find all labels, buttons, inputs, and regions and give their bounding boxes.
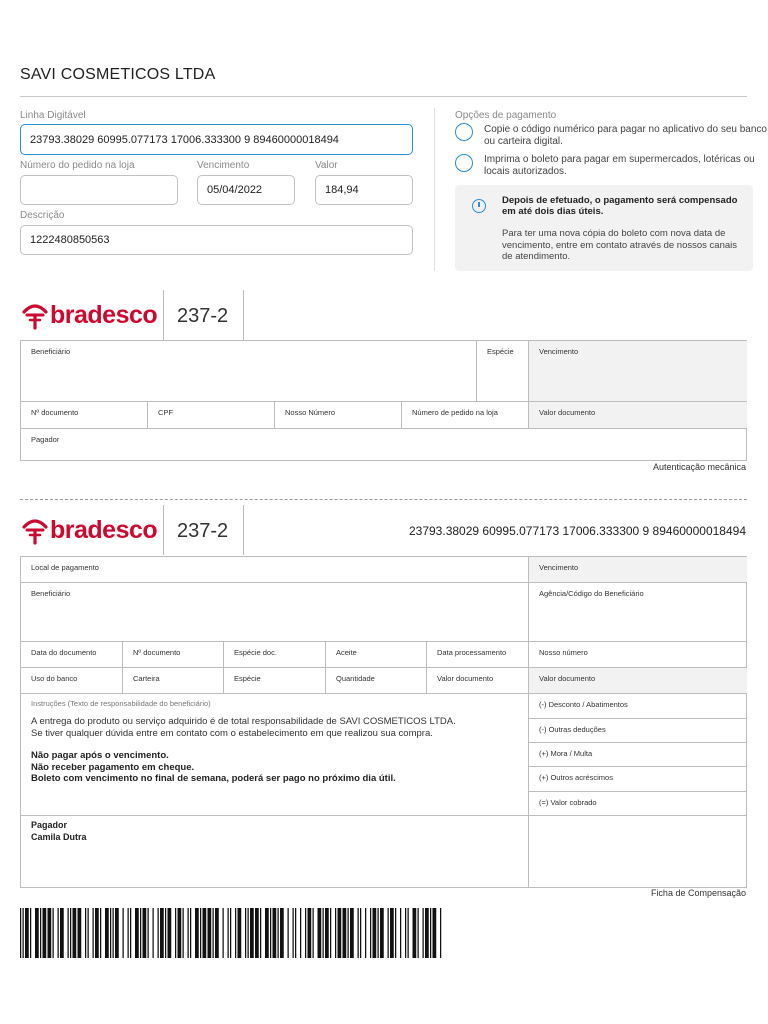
barcode-bar <box>338 908 342 958</box>
barcode-bar <box>148 908 149 958</box>
valor-field[interactable]: 184,94 <box>315 175 413 205</box>
barcode-bar <box>88 908 89 958</box>
bank-separator <box>163 505 164 555</box>
barcode-bar <box>238 908 242 958</box>
cell-especie-doc <box>224 642 326 668</box>
barcode-bar <box>280 908 284 958</box>
option-copy-line2: ou carteira digital. <box>484 136 563 147</box>
barcode-bar <box>325 908 329 958</box>
cell-nosso-numero <box>275 402 402 429</box>
radio-copy-code[interactable] <box>455 123 473 141</box>
barcode-bar <box>235 908 236 958</box>
barcode-bar <box>433 908 437 958</box>
label-n-documento: Nº documento <box>133 648 181 657</box>
barcode-bar <box>440 908 441 958</box>
recibo-table <box>20 340 747 461</box>
label-nosso-numero: Nosso número <box>539 648 588 657</box>
barcode-bar <box>380 908 384 958</box>
barcode-bar <box>70 908 71 958</box>
info-text-line2: vencimento, entre em contato através de nossos canais <box>502 239 737 251</box>
bradesco-tree-icon <box>20 300 50 330</box>
barcode-bar <box>313 908 314 958</box>
barcode-bar <box>160 908 164 958</box>
barcode-bar <box>373 908 377 958</box>
linha-digitavel-label: Linha Digitável <box>20 110 86 121</box>
company-name: SAVI COSMETICOS LTDA <box>20 66 216 83</box>
barcode-bar <box>153 908 154 958</box>
barcode-bar <box>365 908 366 958</box>
barcode-bar <box>183 908 184 958</box>
barcode-bar <box>25 908 29 958</box>
barcode-bar <box>265 908 269 958</box>
cell-mora-multa <box>529 743 747 767</box>
cell-beneficiario <box>21 583 529 642</box>
barcode-bar <box>30 908 31 958</box>
barcode-bar <box>48 908 52 958</box>
barcode-bar <box>190 908 191 958</box>
barcode-bar <box>165 908 166 958</box>
label-pagador: Pagador <box>31 435 60 444</box>
barcode-bar <box>305 908 306 958</box>
barcode-bar <box>78 908 82 958</box>
instrucoes-text <box>31 716 456 785</box>
barcode-bar <box>215 908 219 958</box>
label-numero-pedido: Número de pedido na loja <box>412 408 498 417</box>
bank-logo-ficha <box>20 515 157 545</box>
barcode-bar <box>200 908 201 958</box>
label-carteira: Carteira <box>133 674 160 683</box>
label-beneficiario: Beneficiário <box>31 589 71 598</box>
cell-quantidade <box>326 668 427 694</box>
cell-especie <box>224 668 326 694</box>
label-quantidade: Quantidade <box>336 674 375 683</box>
bank-separator <box>243 290 244 340</box>
cell-aceite <box>326 642 427 668</box>
label-desconto: (-) Desconto / Abatimentos <box>539 700 628 709</box>
barcode-bar <box>413 908 417 958</box>
pedido-label: Número do pedido na loja <box>20 160 135 171</box>
cell-data-documento <box>21 642 123 668</box>
label-local-pagamento: Local de pagamento <box>31 563 99 572</box>
barcode-bar <box>323 908 324 958</box>
barcode-bar <box>228 908 229 958</box>
label-valor-cobrado: (=) Valor cobrado <box>539 798 597 807</box>
barcode-bar <box>93 908 94 958</box>
label-especie: Espécie <box>234 674 261 683</box>
barcode-bar <box>223 908 224 958</box>
instr-line: A entrega do produto ou serviço adquirido é de total responsabilidade de SAVI COSMETICOS LTDA. <box>31 716 456 727</box>
barcode-bar <box>43 908 47 958</box>
barcode-bar <box>278 908 279 958</box>
label-valor-documento: Valor documento <box>539 408 596 417</box>
option-print-text <box>484 154 755 178</box>
barcode-bar <box>348 908 349 958</box>
barcode-bar <box>425 908 429 958</box>
cell-pagador-right <box>529 816 747 887</box>
cell-especie <box>477 341 529 402</box>
pedido-field[interactable] <box>20 175 178 205</box>
bank-logo <box>20 300 157 330</box>
info-text-line1: Para ter uma nova cópia do boleto com nova data de <box>502 228 726 239</box>
label-beneficiario: Beneficiário <box>31 347 71 356</box>
label-outros-acrescimos: (+) Outros acréscimos <box>539 773 613 782</box>
barcode-bar <box>230 908 231 958</box>
barcode-bar <box>335 908 336 958</box>
cell-desconto <box>529 694 747 719</box>
cell-nosso-numero <box>529 642 747 668</box>
barcode-bar <box>330 908 331 958</box>
barcode-bar <box>388 908 389 958</box>
autenticacao-mecanica: Autenticação mecânica <box>652 462 746 472</box>
cell-outras-deducoes <box>529 719 747 743</box>
cell-uso-banco <box>21 668 123 694</box>
instr-bold-line: Boleto com vencimento no final de semana, poderá ser pago no próximo dia útil. <box>31 773 396 784</box>
barcode-bar <box>288 908 289 958</box>
label-data-documento: Data do documento <box>31 648 97 657</box>
barcode-bar <box>293 908 294 958</box>
cell-valor-documento <box>529 402 747 429</box>
barcode-bar <box>188 908 189 958</box>
barcode-bar <box>308 908 312 958</box>
bank-separator <box>163 290 164 340</box>
barcode-bar <box>208 908 212 958</box>
option-copy-code-text <box>484 124 767 148</box>
barcode-bar <box>85 908 86 958</box>
barcode-bar <box>158 908 159 958</box>
option-print-line1: Imprima o boleto para pagar em supermercados, lotéricas ou <box>484 154 755 165</box>
label-instrucoes: Instruções (Texto de responsabilidade do beneficiário) <box>31 699 211 708</box>
info-text <box>502 228 737 263</box>
barcode-bar <box>35 908 39 958</box>
label-mora-multa: (+) Mora / Multa <box>539 749 593 758</box>
barcode-bar <box>250 908 254 958</box>
cell-valor-documento-left <box>427 668 529 694</box>
descricao-field[interactable]: 1222480850563 <box>20 225 413 255</box>
cell-valor-cobrado <box>529 792 747 816</box>
payment-options-title: Opções de pagamento <box>455 110 557 121</box>
barcode-bar <box>95 908 99 958</box>
barcode-bar <box>130 908 131 958</box>
info-text-line3: de atendimento. <box>502 251 571 262</box>
barcode-bar <box>168 908 172 958</box>
valor-label: Valor <box>315 160 338 171</box>
option-copy-line1: Copie o código numérico para pagar no aplicativo do seu banco <box>484 124 767 135</box>
label-cpf: CPF <box>158 408 173 417</box>
barcode-bar <box>408 908 409 958</box>
cut-line <box>20 499 747 500</box>
label-especie-doc: Espécie doc. <box>234 648 277 657</box>
cell-n-documento <box>123 642 224 668</box>
barcode-bar <box>405 908 406 958</box>
barcode-bar <box>68 908 69 958</box>
barcode-bar <box>418 908 419 958</box>
barcode-bar <box>360 908 361 958</box>
label-outras-deducoes: (-) Outras deduções <box>539 725 606 734</box>
cell-data-processamento <box>427 642 529 668</box>
barcode-bar <box>300 908 301 958</box>
cell-pagador <box>21 429 747 460</box>
barcode-bar <box>110 908 111 958</box>
barcode-bar <box>128 908 129 958</box>
barcode-bar <box>395 908 396 958</box>
ficha-table <box>20 556 747 888</box>
radio-print[interactable] <box>455 154 473 172</box>
cell-outros-acrescimos <box>529 767 747 792</box>
label-data-processamento: Data processamento <box>437 648 507 657</box>
cell-local-pagamento <box>21 557 529 583</box>
barcode-bar <box>423 908 424 958</box>
barcode-bar <box>400 908 401 958</box>
label-pagador: Pagador <box>31 820 68 830</box>
barcode-bar <box>390 908 394 958</box>
barcode-bar <box>273 908 277 958</box>
option-print-line2: locais autorizados. <box>484 166 567 177</box>
barcode-bar <box>40 908 41 958</box>
barcode-bar <box>343 908 347 958</box>
barcode-bar <box>140 908 141 958</box>
barcode-bar <box>123 908 124 958</box>
label-vencimento: Vencimento <box>539 563 579 572</box>
info-bold-line1: Depois de efetuado, o pagamento será compensado <box>502 195 738 206</box>
barcode-bar <box>270 908 271 958</box>
column-divider <box>434 108 435 271</box>
cell-valor-documento <box>529 668 747 694</box>
header-divider <box>20 96 747 97</box>
cell-n-documento <box>21 402 148 429</box>
descricao-label: Descrição <box>20 210 65 221</box>
info-bold-line2: em até dois dias úteis. <box>502 206 604 217</box>
barcode-bar <box>295 908 296 958</box>
barcode-bar <box>195 908 199 958</box>
label-agencia: Agência/Código do Beneficiário <box>539 589 644 598</box>
vencimento-label: Vencimento <box>197 160 250 171</box>
cell-beneficiario <box>21 341 477 402</box>
barcode-bar <box>60 908 64 958</box>
barcode-bar <box>135 908 139 958</box>
barcode-bar <box>213 908 214 958</box>
bank-code: 237-2 <box>177 305 229 327</box>
barcode-bar <box>58 908 59 958</box>
bradesco-tree-icon <box>20 515 50 545</box>
clock-icon <box>472 199 486 213</box>
cell-vencimento <box>529 341 747 402</box>
barcode-bar <box>115 908 119 958</box>
info-bold-text <box>502 195 737 217</box>
barcode-bar <box>20 908 21 958</box>
barcode-bar <box>143 908 147 958</box>
barcode-bar <box>105 908 109 958</box>
cell-cpf <box>148 402 275 429</box>
barcode-bar <box>378 908 379 958</box>
cell-vencimento <box>529 557 747 583</box>
bank-separator <box>243 505 244 555</box>
linha-digitavel-field[interactable]: 23793.38029 60995.077173 17006.333300 9 89460000018494 <box>20 124 413 155</box>
label-valor-documento-left: Valor documento <box>437 674 494 683</box>
barcode-bar <box>175 908 176 958</box>
label-aceite: Aceite <box>336 648 357 657</box>
barcode-bar <box>245 908 246 958</box>
instr-bold-line: Não receber pagamento em cheque. <box>31 761 195 773</box>
barcode-bar <box>73 908 77 958</box>
barcode-bar <box>53 908 54 958</box>
label-vencimento: Vencimento <box>539 347 579 356</box>
vencimento-field[interactable]: 05/04/2022 <box>197 175 295 205</box>
barcode-bar <box>255 908 259 958</box>
bank-code-ficha: 237-2 <box>177 520 229 542</box>
barcode-bar <box>430 908 431 958</box>
cell-pagador <box>21 816 529 887</box>
label-uso-banco: Uso do banco <box>31 674 78 683</box>
barcode-bar <box>318 908 322 958</box>
barcode-bar <box>370 908 371 958</box>
ficha-compensacao: Ficha de Compensação <box>650 888 746 898</box>
instr-bold-line: Não pagar após o vencimento. <box>31 750 169 761</box>
barcode-bar <box>248 908 249 958</box>
cell-agencia <box>529 583 747 642</box>
label-especie: Espécie <box>487 347 514 356</box>
barcode-bar <box>100 908 101 958</box>
barcode-bar <box>203 908 207 958</box>
barcode <box>20 908 538 958</box>
barcode-bar <box>178 908 182 958</box>
label-nosso-numero: Nosso Número <box>285 408 336 417</box>
barcode-bar <box>358 908 359 958</box>
bank-name: bradesco <box>50 515 158 544</box>
instr-line: Se tiver qualquer dúvida entre em contato com o estabelecimento em que realizou sua compra. <box>31 727 433 739</box>
bank-name: bradesco <box>50 300 158 329</box>
barcode-bar <box>113 908 114 958</box>
barcode-bar <box>350 908 354 958</box>
pagador-nome: Camila Dutra <box>31 831 87 842</box>
cell-carteira <box>123 668 224 694</box>
label-n-documento: Nº documento <box>31 408 79 417</box>
label-valor-documento: Valor documento <box>539 674 596 683</box>
linha-digitavel-ficha: 23793.38029 60995.077173 17006.333300 9 89460000018494 <box>408 524 746 538</box>
cell-instrucoes <box>21 694 529 816</box>
cell-numero-pedido <box>402 402 529 429</box>
pagador-block <box>31 820 87 843</box>
barcode-bar <box>23 908 24 958</box>
barcode-bar <box>260 908 261 958</box>
